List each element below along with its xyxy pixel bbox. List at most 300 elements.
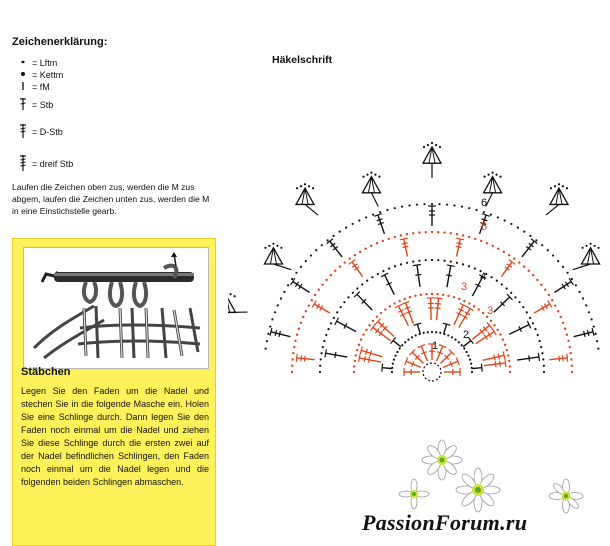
chain-stitch	[353, 371, 355, 373]
chain-stitch	[407, 339, 409, 341]
chain-stitch	[388, 267, 390, 269]
chain-stitch	[482, 312, 484, 314]
slip-stitch-icon	[14, 70, 32, 81]
chain-stitch	[566, 187, 568, 189]
chain-stitch	[504, 344, 506, 346]
chain-stitch	[490, 320, 492, 322]
chain-stitch	[377, 273, 379, 275]
chain-stitch	[333, 317, 335, 319]
chain-stitch	[314, 294, 316, 296]
stitch-post	[330, 241, 342, 257]
chain-stitch	[543, 365, 545, 367]
chain-stitch	[471, 371, 473, 373]
chain-stitch	[355, 354, 357, 356]
chain-stitch	[435, 144, 437, 146]
chain-stitch	[543, 371, 545, 373]
chain-stitch	[280, 247, 282, 249]
chain-stitch	[497, 216, 499, 218]
chain-stitch	[345, 227, 347, 229]
chain-stitch	[456, 262, 458, 264]
stitch-bar	[562, 355, 563, 361]
stitch-bar	[435, 303, 441, 304]
chain-stitch	[319, 365, 321, 367]
chain-stitch	[298, 328, 300, 330]
chain-stitch	[499, 175, 501, 177]
chain-stitch	[540, 284, 542, 286]
stitch-post	[373, 327, 391, 340]
chain-stitch	[323, 340, 325, 342]
chain-stitch	[570, 358, 572, 360]
stitch-bar	[349, 260, 355, 265]
chain-stitch	[536, 279, 538, 281]
chain-stitch	[372, 214, 374, 216]
chain-stitch	[501, 283, 503, 285]
chain-stitch	[575, 284, 577, 286]
chain-stitch	[295, 272, 297, 274]
legend-item-dreif-stb	[14, 157, 73, 171]
stitch-bar	[296, 354, 297, 362]
chain-stitch	[340, 306, 342, 308]
chain-stitch	[229, 293, 231, 295]
chain-stitch	[458, 341, 460, 343]
chain-stitch	[391, 371, 393, 373]
chain-stitch	[425, 231, 427, 233]
flower-decoration	[390, 438, 610, 518]
stitch-bar	[325, 349, 326, 357]
stitch-bar	[275, 330, 276, 336]
stitch-bar	[402, 243, 408, 244]
stitch-bar	[413, 264, 421, 265]
chain-stitch	[542, 358, 544, 360]
chain-stitch	[356, 287, 358, 289]
chain-stitch	[366, 280, 368, 282]
chain-stitch	[291, 358, 293, 360]
chain-stitch	[302, 316, 304, 318]
round-label: 4	[480, 271, 487, 283]
chain-stitch	[427, 144, 429, 146]
chain-stitch	[418, 231, 420, 233]
chain-stitch	[272, 243, 274, 245]
stitch-post	[472, 368, 482, 369]
chain-stitch	[467, 355, 469, 357]
stitch-bar	[559, 356, 560, 362]
triple-treble-icon	[14, 154, 32, 175]
chain-stitch	[362, 175, 364, 177]
chain-stitch	[264, 247, 266, 249]
chain-stitch	[540, 346, 542, 348]
chain-stitch	[416, 204, 418, 206]
chain-stitch	[443, 231, 445, 233]
chain-stitch	[566, 334, 568, 336]
chain-stitch	[371, 276, 373, 278]
chain-stitch	[589, 243, 591, 245]
chain-stitch	[551, 299, 553, 301]
stitch-bar	[494, 355, 495, 361]
stitch-post	[484, 363, 506, 366]
chain-stitch	[532, 322, 534, 324]
chain-stitch	[408, 204, 410, 206]
chain-stitch	[468, 236, 470, 238]
chain-stitch	[358, 219, 360, 221]
chain-stitch	[414, 295, 416, 297]
chain-stitch	[365, 216, 367, 218]
stitch-bar	[446, 275, 452, 276]
chain-stitch	[470, 363, 472, 365]
stitch-bar	[312, 301, 316, 308]
chain-stitch	[354, 360, 356, 362]
chain-stitch	[453, 296, 455, 298]
chain-stitch	[382, 240, 384, 242]
chain-stitch	[557, 260, 559, 262]
chain-stitch	[332, 235, 334, 237]
chain-stitch	[320, 358, 322, 360]
stitch-post	[371, 193, 378, 207]
chain-stitch	[312, 187, 314, 189]
stitch-post	[293, 282, 310, 293]
chain-stitch	[596, 340, 598, 342]
chain-stitch	[436, 293, 438, 295]
picot-triangle-inner	[368, 177, 374, 193]
stitch-bar	[587, 330, 588, 336]
stitch-post	[398, 306, 408, 326]
chain-stitch	[380, 312, 382, 314]
chain-stitch	[366, 173, 368, 175]
chain-stitch	[353, 365, 355, 367]
chain-stitch	[537, 334, 539, 336]
chain-stitch	[300, 185, 302, 187]
chain-stitch	[394, 236, 396, 238]
stitch-post	[494, 297, 510, 312]
chain-stitch	[325, 334, 327, 336]
chain-stitch	[431, 142, 433, 144]
box-text: Legen Sie den Faden um die Nadel und stechen Sie in die folgende Masche ein. Holen Sie eine Schlinge durch. Dann legen Sie den Faden noch einmal um die Nadel und ziehen Sie diese Schlinge durch die ersten zwei auf der Nadel befindlichen Schlingen, den Faden noch einmal um die Nadel legen und die folgenden beiden Schlingen abmaschen.	[21, 386, 209, 487]
chain-stitch	[401, 344, 403, 346]
chain-stitch	[507, 354, 509, 356]
chain-stitch	[506, 349, 508, 351]
chain-stitch	[319, 371, 321, 373]
chain-stitch	[425, 293, 427, 295]
chain-stitch	[396, 351, 398, 353]
chain-stitch	[550, 187, 552, 189]
chain-stitch	[276, 245, 278, 247]
chain-stitch	[370, 171, 372, 173]
stitch-bar	[548, 301, 552, 308]
chain-stitch	[325, 279, 327, 281]
chain-stitch	[523, 265, 525, 267]
round-label: 3	[461, 281, 468, 293]
chain-stitch	[437, 231, 439, 233]
chain-stitch	[376, 242, 378, 244]
chain-stitch	[336, 311, 338, 313]
chain-stitch	[496, 329, 498, 331]
stitch-bar	[481, 364, 482, 372]
chain-stitch	[442, 294, 444, 296]
chain-stitch	[344, 261, 346, 263]
chain-stitch	[368, 324, 370, 326]
stitch-bar	[370, 350, 372, 356]
chain-stitch	[492, 245, 494, 247]
chain-stitch	[508, 254, 510, 256]
chain-stitch	[393, 302, 395, 304]
chain-stitch	[418, 260, 420, 262]
stitch-post	[357, 294, 372, 310]
chain-stitch	[450, 232, 452, 234]
stitch-post	[463, 341, 471, 347]
chain-stitch	[378, 175, 380, 177]
chain-stitch	[420, 294, 422, 296]
stitch-bar	[584, 331, 585, 337]
chain-stitch	[523, 231, 525, 233]
stitch-post	[305, 204, 318, 215]
chain-stitch	[392, 363, 394, 365]
chain-stitch	[534, 328, 536, 330]
chain-stitch	[566, 272, 568, 274]
chain-stitch	[287, 284, 289, 286]
chain-stitch	[514, 296, 516, 298]
chain-stitch	[293, 346, 295, 348]
chain-stitch	[595, 333, 597, 335]
chain-stitch	[571, 371, 573, 373]
legend-label: = fM	[32, 82, 50, 92]
chain-stitch	[318, 289, 320, 291]
chain-stitch	[435, 331, 437, 333]
stitch-bar	[369, 357, 370, 363]
stitch-bar	[538, 353, 539, 361]
chain-stitch	[412, 260, 414, 262]
stitch-post	[337, 321, 356, 331]
chain-stitch	[539, 340, 541, 342]
chain-stitch	[446, 204, 448, 206]
chain-stitch	[360, 338, 362, 340]
picot-triangle-inner	[429, 147, 435, 163]
stitch-post	[509, 325, 529, 335]
chain-stitch	[552, 254, 554, 256]
chain-stitch	[265, 348, 267, 350]
crochet-chart	[228, 60, 610, 490]
stitch-post	[273, 264, 291, 270]
chain-stitch	[510, 223, 512, 225]
chain-stitch	[330, 274, 332, 276]
stitch-bar	[498, 354, 499, 360]
legend-item-dstb	[14, 125, 63, 139]
chain-stitch	[597, 247, 599, 249]
chain-stitch	[503, 251, 505, 253]
chain-stitch	[463, 300, 465, 302]
chain-stitch	[480, 240, 482, 242]
chain-stitch	[461, 206, 463, 208]
chain-stitch	[431, 231, 433, 233]
chain-stitch	[308, 185, 310, 187]
chain-stitch	[339, 265, 341, 267]
single-crochet-icon	[14, 81, 32, 94]
chain-stitch	[382, 270, 384, 272]
chain-stitch	[461, 344, 463, 346]
chain-stitch	[330, 322, 332, 324]
chain-stitch	[593, 245, 595, 247]
chain-stitch	[518, 301, 520, 303]
stitch-bar	[364, 356, 365, 362]
stitch-post	[546, 204, 559, 215]
chain-stitch	[356, 349, 358, 351]
chain-stitch	[541, 244, 543, 246]
chain-stitch	[415, 334, 417, 336]
chain-stitch	[283, 291, 285, 293]
chain-stitch	[597, 348, 599, 350]
stitch-bar	[495, 361, 496, 367]
chain-stitch	[431, 293, 433, 295]
chain-stitch	[343, 301, 345, 303]
chain-stitch	[502, 338, 504, 340]
chain-stitch	[499, 333, 501, 335]
chain-stitch	[548, 294, 550, 296]
stitch-bar	[492, 328, 496, 335]
chain-stitch	[478, 308, 480, 310]
chain-stitch	[349, 258, 351, 260]
chain-stitch	[292, 352, 294, 354]
chain-stitch	[364, 248, 366, 250]
stitch-post	[393, 341, 401, 347]
round-label: 6	[481, 197, 488, 209]
chain-stitch	[389, 305, 391, 307]
stitch-post	[417, 324, 420, 334]
picot-triangle-inner	[270, 248, 276, 264]
chain-stitch	[562, 322, 564, 324]
chain-stitch	[486, 242, 488, 244]
center-ring	[423, 363, 441, 381]
chain-stitch	[496, 280, 498, 282]
chain-stitch	[339, 231, 341, 233]
chain-stitch	[490, 276, 492, 278]
diagram-title: Häkelschrift	[272, 54, 333, 66]
chain-stitch	[423, 146, 425, 148]
stitch-bar	[400, 238, 408, 240]
chain-stitch	[431, 259, 433, 261]
chain-stitch	[571, 278, 573, 280]
stitch-post	[297, 358, 315, 360]
chain-stitch	[593, 325, 595, 327]
chain-stitch	[487, 173, 489, 175]
stitch-bar	[415, 274, 421, 275]
chain-stitch	[564, 328, 566, 330]
stitch-bar	[382, 364, 383, 372]
chain-stitch	[466, 351, 468, 353]
chain-stitch	[475, 209, 477, 211]
chain-stitch	[456, 233, 458, 235]
legend-label: = D-Stb	[32, 127, 63, 137]
chain-stitch	[398, 300, 400, 302]
chain-stitch	[326, 239, 328, 241]
round-label: 2	[463, 329, 470, 341]
chain-stitch	[497, 248, 499, 250]
stitch-bar	[456, 246, 462, 247]
chain-stitch	[447, 295, 449, 297]
chain-stitch	[588, 311, 590, 313]
chain-stitch	[304, 183, 306, 185]
chain-stitch	[354, 254, 356, 256]
chain-stitch	[518, 261, 520, 263]
watermark: PassionForum.ru	[362, 510, 528, 535]
stitch-post	[382, 368, 392, 369]
chain-stitch	[469, 359, 471, 361]
stitch-bar	[456, 243, 462, 244]
legend-title: Zeichenerklärung:	[12, 36, 108, 48]
chain-stitch	[376, 316, 378, 318]
chain-stitch	[305, 310, 307, 312]
chain-stitch	[529, 317, 531, 319]
chain-stitch	[400, 234, 402, 236]
chain-stitch	[291, 365, 293, 367]
chain-stitch	[311, 299, 313, 301]
chain-stitch	[557, 310, 559, 312]
chain-stitch	[554, 185, 556, 187]
stitch-bar	[279, 331, 280, 337]
chain-stitch	[271, 318, 273, 320]
chain-stitch	[509, 371, 511, 373]
picot-triangle-inner	[302, 188, 308, 204]
chain-stitch	[544, 289, 546, 291]
chain-stitch	[334, 270, 336, 272]
chain-stitch	[522, 306, 524, 308]
chain-stitch	[510, 292, 512, 294]
chain-stitch	[359, 251, 361, 253]
stitch-post	[437, 298, 439, 320]
stitch-bar	[467, 307, 474, 311]
stitch-post	[472, 325, 489, 339]
instruction-box	[12, 238, 216, 546]
chain-stitch	[474, 267, 476, 269]
chain-stitch	[280, 297, 282, 299]
chain-stitch	[412, 232, 414, 234]
chain-stitch	[268, 245, 270, 247]
chain-stitch	[274, 311, 276, 313]
stitch-post	[522, 241, 534, 257]
chain-stitch	[504, 219, 506, 221]
chain-stitch	[567, 340, 569, 342]
chain-stitch	[277, 304, 279, 306]
stitch-post	[549, 358, 567, 360]
chain-stitch	[320, 352, 322, 354]
legend-item-fm	[14, 80, 50, 94]
chain-stitch	[406, 233, 408, 235]
legend-note: Laufen die Zeichen oben zus, werden die M zus abgem, laufen die Zeichen unten zus, werden die M in eine Einstichstelle gearb.	[12, 182, 210, 216]
chain-stitch	[468, 302, 470, 304]
chain-stitch	[361, 283, 363, 285]
chain-stitch	[322, 346, 324, 348]
chain-stitch	[352, 292, 354, 294]
chain-stitch	[296, 334, 298, 336]
chain-stitch	[529, 235, 531, 237]
chain-stitch	[581, 247, 583, 249]
chain-stitch	[439, 146, 441, 148]
chain-stitch	[358, 344, 360, 346]
chain-stitch	[579, 291, 581, 293]
chain-stitch	[431, 203, 433, 205]
chain-stitch	[590, 318, 592, 320]
chain-stitch	[437, 259, 439, 261]
chain-stitch	[554, 304, 556, 306]
chain-stitch	[394, 355, 396, 357]
stitch-post	[447, 266, 451, 288]
chain-stitch	[296, 187, 298, 189]
legend-label: = Lftm	[32, 58, 58, 68]
chain-stitch	[399, 347, 401, 349]
chain-stitch	[269, 325, 271, 327]
picot-triangle-inner	[490, 177, 496, 193]
chain-stitch	[526, 311, 528, 313]
round-label: 1	[432, 340, 439, 352]
chain-stitch	[450, 260, 452, 262]
chain-stitch	[532, 274, 534, 276]
